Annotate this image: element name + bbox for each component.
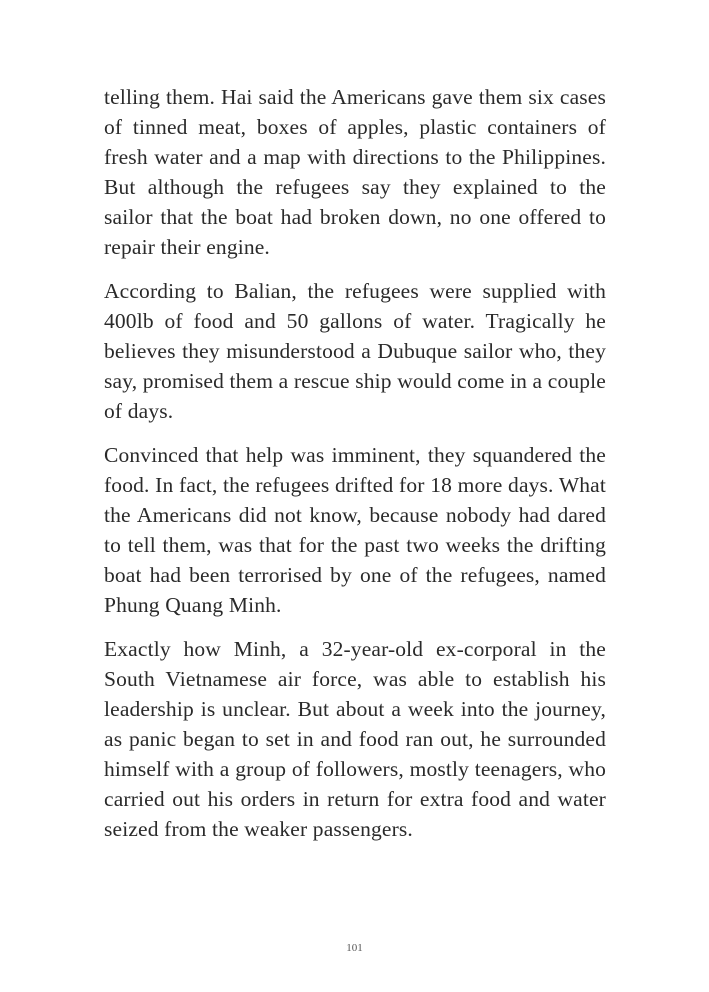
paragraph-3: Convinced that help was imminent, they squandered the food. In fact, the refugees drifted for 18 more days. What the Americans did not know, because nobody had dared to tell them, was that for the past two weeks the drifting boat had been terrorised by one of the refugees, named Phung Quang Minh.: [104, 443, 606, 617]
page-number: 101: [346, 942, 363, 954]
page-body: [104, 82, 606, 858]
paragraph-1: telling them. Hai said the Americans gave them six cases of tinned meat, boxes of apples, plastic containers of fresh water and a map with directions to the Philippines. But although the refugees say they explained to the sailor that the boat had broken down, no one offered to repair their engine.: [104, 85, 606, 259]
paragraph-4: Exactly how Minh, a 32-year-old ex-corporal in the South Vietnamese air force, was able to establish his leadership is unclear. But about a week into the journey, as panic began to set in and food ran out, he surrounded himself with a group of followers, mostly teenagers, who carried out his orders in return for extra food and water seized from the weaker passengers.: [104, 637, 606, 841]
paragraph-2: According to Balian, the refugees were supplied with 400lb of food and 50 gallons of water. Tragically he believes they misunderstood a Dubuque sailor who, they say, promised them a rescue ship would come in a couple of days.: [104, 279, 606, 423]
